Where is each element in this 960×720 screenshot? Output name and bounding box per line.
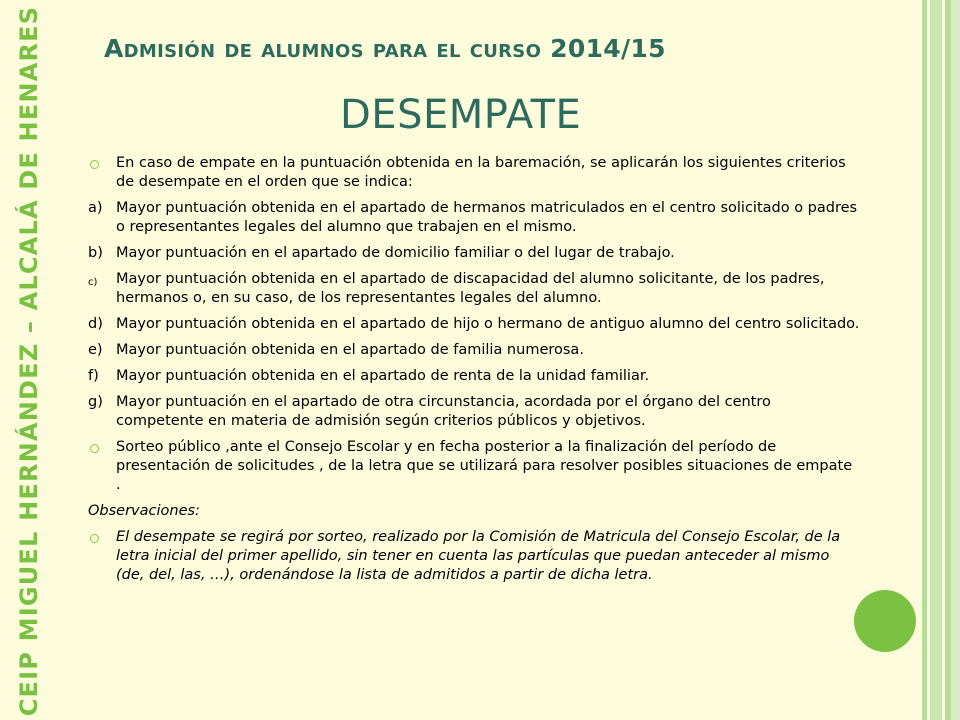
slide-subtitle: DESEMPATE [340, 92, 582, 138]
intro-paragraph [88, 154, 860, 192]
criterion-marker: f) [88, 368, 99, 384]
right-stripes-decoration [918, 0, 960, 720]
criterion-text: Mayor puntuación obtenida en el apartado de renta de la unidad familiar. [116, 368, 650, 384]
criterion-a [88, 199, 860, 237]
criterion-marker: g) [88, 394, 103, 410]
criterion-b [88, 244, 860, 263]
green-circle-decoration [854, 590, 916, 652]
ring-bullet-icon [90, 444, 99, 453]
side-banner-text: CEIP MIGUEL HERNÁNDEZ – ALCALÁ DE HENARES [15, 5, 43, 717]
criterion-text: Mayor puntuación obtenida en el apartado de familia numerosa. [116, 342, 584, 358]
criterion-text: Mayor puntuación obtenida en el apartado de hijo o hermano de antiguo alumno del centro solicitado. [116, 316, 860, 332]
criterion-text: Mayor puntuación en el apartado de domicilio familiar o del lugar de trabajo. [116, 245, 675, 261]
criterion-f [88, 367, 860, 386]
ring-bullet-icon [90, 160, 99, 169]
criterion-text: Mayor puntuación obtenida en el apartado de discapacidad del alumno solicitante, de los padres, hermanos o, en su caso, de los representantes legales del alumno. [116, 271, 825, 306]
criterion-d [88, 315, 860, 334]
criterion-c [88, 270, 860, 308]
criterion-marker: b) [88, 245, 103, 261]
criterion-marker: d) [88, 316, 103, 332]
slide-content [88, 154, 860, 592]
slide-title: Admisión de alumnos para el curso 2014/15 [104, 34, 666, 63]
observations-text: El desempate se regirá por sorteo, realizado por la Comisión de Matricula del Consejo Escolar, de la letra inicial del primer apellido, sin tener en cuenta las partículas que puedan anteceder al mismo (de, del, las, …), ordenándose la lista de admitidos a partir de dicha letra. [116, 529, 841, 583]
side-banner [12, 5, 46, 717]
criterion-g [88, 393, 860, 431]
criterion-e [88, 341, 860, 360]
sorteo-paragraph [88, 438, 860, 495]
criterion-text: Mayor puntuación en el apartado de otra circunstancia, acordada por el órgano del centro competente en materia de admisión según criterios públicos y objetivos. [116, 394, 771, 429]
criterion-marker: c) [88, 277, 98, 288]
criterion-text: Mayor puntuación obtenida en el apartado de hermanos matriculados en el centro solicitado o padres o representantes legales del alumno que trabajen en el mismo. [116, 200, 858, 235]
intro-text: En caso de empate en la puntuación obtenida en la baremación, se aplicarán los siguientes criterios de desempate en el orden que se indica: [116, 155, 846, 190]
criterion-marker: a) [88, 200, 103, 216]
observations-paragraph [88, 528, 860, 585]
observations-label: Observaciones: [88, 503, 200, 519]
sorteo-text: Sorteo público ,ante el Consejo Escolar y en fecha posterior a la finalización del período de presentación de solicitudes , de la letra que se utilizará para resolver posibles situaciones de empate . [116, 439, 853, 493]
criterion-marker: e) [88, 342, 103, 358]
ring-bullet-icon [90, 534, 99, 543]
